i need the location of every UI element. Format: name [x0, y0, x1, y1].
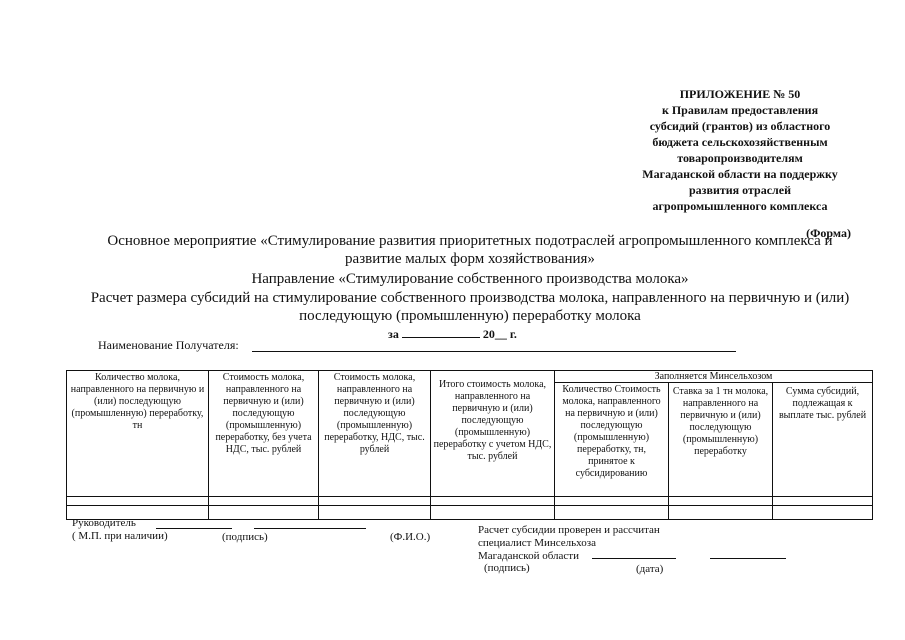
- table-cell[interactable]: [431, 506, 555, 520]
- table-cell[interactable]: [555, 506, 669, 520]
- table-cell[interactable]: [773, 506, 873, 520]
- recipient-label: Наименование Получателя:: [98, 338, 239, 352]
- table-cell[interactable]: [773, 497, 873, 506]
- main-event-line-1: Основное мероприятие «Стимулирование развития приоритетных подотраслей агропромышленного комплекса и: [107, 233, 833, 249]
- check-line-3: Магаданской области: [478, 550, 579, 562]
- direction-line: Направление «Стимулирование собственного производства молока»: [251, 271, 689, 287]
- specialist-date-line[interactable]: [710, 558, 786, 559]
- check-line-1: Расчет субсидии проверен и рассчитан: [478, 524, 660, 536]
- table-cell[interactable]: [209, 506, 319, 520]
- appendix-line: агропромышленного комплекса: [652, 199, 828, 213]
- table-cell[interactable]: [209, 497, 319, 506]
- col-milk-quantity: Количество молока, направленного на первичную и (или) последующую (промышленную) переработку, тн: [67, 371, 209, 497]
- table-cell[interactable]: [669, 497, 773, 506]
- col-cost-without-vat: Стоимость молока, направленного на первичную и (или) последующую (промышленную) переработку, без учета НДС, тыс. рублей: [209, 371, 319, 497]
- appendix-line: субсидий (грантов) из областного: [649, 119, 831, 133]
- main-event-line-2: развитие малых форм хозяйствования»: [345, 251, 595, 267]
- ministry-group-header: Заполняется Минсельхозом: [555, 371, 873, 383]
- recipient-field[interactable]: [252, 351, 736, 352]
- col-subsidy-amount: Сумма субсидий, подлежащая к выплате тыс. рублей: [773, 383, 873, 497]
- date-label: (дата): [636, 563, 664, 575]
- head-signature-line[interactable]: [156, 528, 232, 529]
- col-rate-per-ton: Ставка за 1 тн молока, направленного на первичную и (или) последующую (промышленную) переработку: [669, 383, 773, 497]
- appendix-line: к Правилам предоставления: [661, 103, 819, 117]
- specialist-signature-line[interactable]: [592, 558, 676, 559]
- appendix-line: бюджета сельскохозяйственным: [652, 135, 828, 149]
- appendix-line: товаропроизводителям: [677, 151, 803, 165]
- table-cell[interactable]: [431, 497, 555, 506]
- subsidy-table: [66, 370, 873, 520]
- table-cell[interactable]: [669, 506, 773, 520]
- signature-label: (подпись): [222, 531, 268, 543]
- period-year: 20__ г.: [482, 327, 517, 341]
- appendix-line: Магаданской области на поддержку: [642, 167, 838, 181]
- form-label: (Форма): [806, 226, 851, 240]
- appendix-line: ПРИЛОЖЕНИЕ № 50: [679, 87, 801, 101]
- head-label: Руководитель: [72, 517, 136, 529]
- table-cell[interactable]: [319, 497, 431, 506]
- table-cell[interactable]: [319, 506, 431, 520]
- appendix-line: развития отраслей: [688, 183, 792, 197]
- specialist-signature-label: (подпись): [484, 562, 530, 574]
- col-total-with-vat: Итого стоимость молока, направленного на первичную и (или) последующую (промышленную) переработку с учетом НДС, тыс. рублей: [431, 371, 555, 497]
- appendix-header: [590, 86, 890, 214]
- col-accepted-quantity: Количество Стоимость молока, направленного на первичную и (или) последующую (промышленную) переработку, тн, принятое к субсидированию: [555, 383, 669, 497]
- col-vat: Стоимость молока, направленного на первичную и (или) последующую (промышленную) переработку, НДС, тыс. рублей: [319, 371, 431, 497]
- fio-label: (Ф.И.О.): [390, 531, 431, 543]
- calc-line-1: Расчет размера субсидий на стимулирование собственного производства молока, направленного на первичную и (или): [90, 290, 850, 306]
- table-cell[interactable]: [67, 497, 209, 506]
- check-line-2: специалист Минсельхоза: [478, 537, 596, 549]
- calc-line-2: последующую (промышленную) переработку молока: [299, 308, 641, 324]
- head-name-line[interactable]: [254, 528, 366, 529]
- table-cell[interactable]: [555, 497, 669, 506]
- period-prefix: за: [388, 327, 399, 341]
- stamp-label: ( М.П. при наличии): [72, 530, 168, 542]
- period: [388, 327, 517, 342]
